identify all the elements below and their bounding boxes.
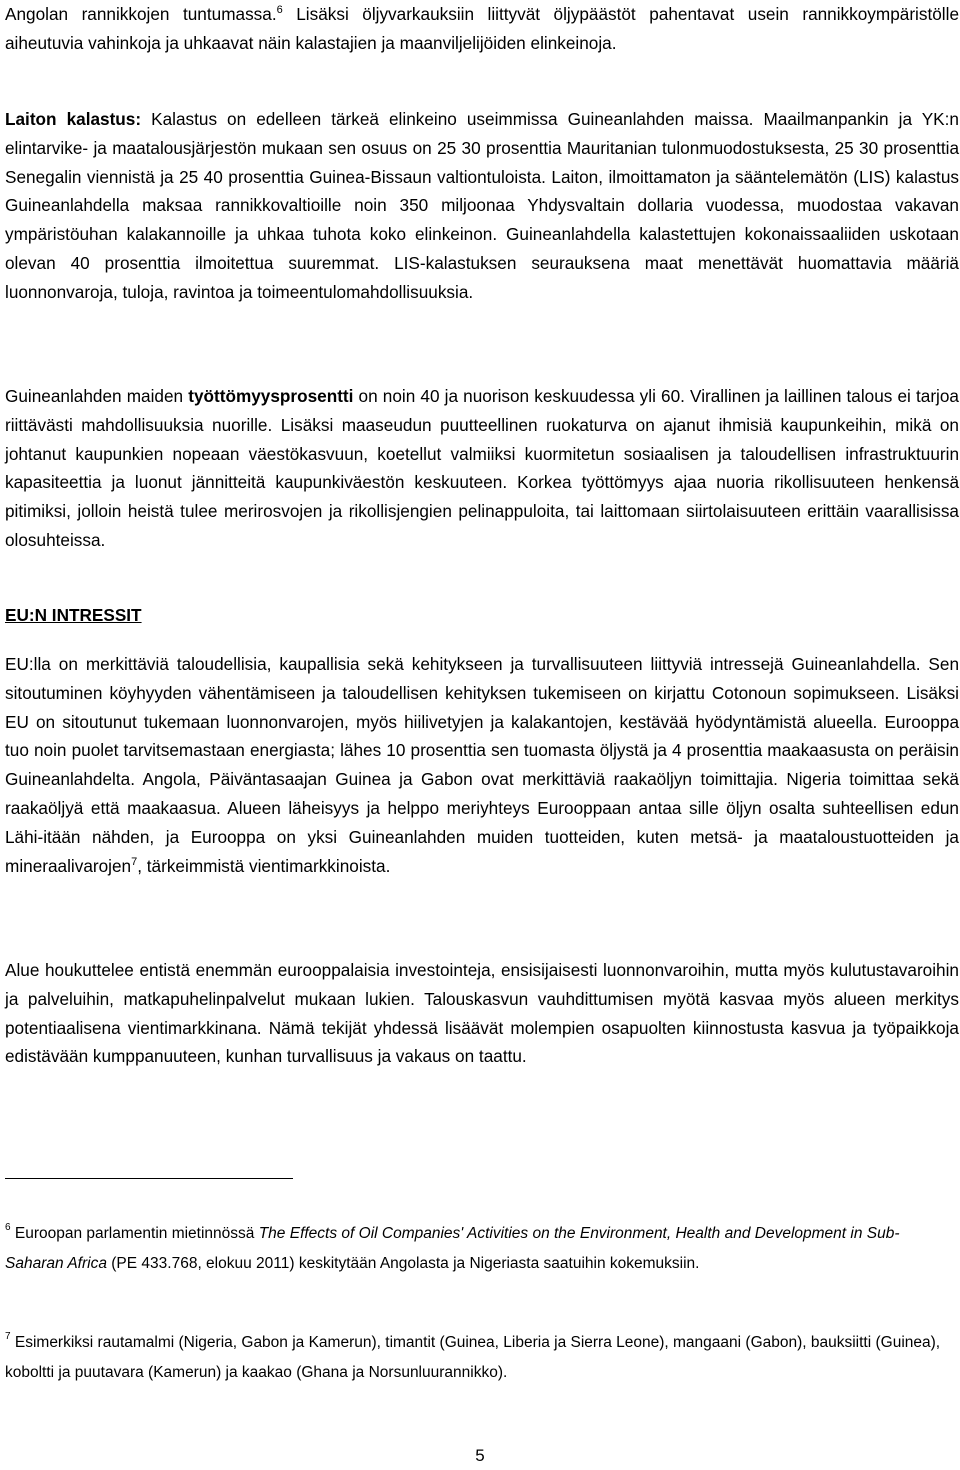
- paragraph-text: Guineanlahden maiden: [5, 386, 189, 406]
- footnote-title: The Effects of Oil Companies' Activities on the Environment, Health and Development in Sub-Saharan Africa: [5, 1225, 900, 1272]
- bold-term: työttömyysprosentti: [188, 386, 354, 406]
- paragraph-text: Kalastus on edelleen tärkeä elinkeino useimmissa Guineanlahden maissa. Maailmanpankin ja YK:n elintarvike- ja maatalousjärjestön mukaan sen osuus on 25 30 prosenttia Mauritanian tulonmuodostuksesta, 25 30 prosenttia Senegalin viennistä ja 25 40 prosenttia Guinea-Bissaun valtiontuloista. Laiton, ilmoittamaton ja sääntelemätön (LIS) kalastus Guineanlahdella maksaa rannikkovaltioille noin 350 miljoonaa Yhdysvaltain dollaria vuodessa, muodostaa vakavan ympäristöuhan kalakannoille ja uhkaa tuhota koko elinkeinon. Guineanlahdella kalastettujen kokonaissaaliiden uskotaan olevan 40 prosenttia ilmoitettua suuremmat. LIS-kalastuksen seurauksena maat menettävät huomattavia määriä luonnonvaroja, tuloja, ravintoa ja toimeentulomahdollisuuksia.: [5, 109, 959, 302]
- paragraph-oil-theft: [5, 0, 959, 58]
- footnote-number: 7: [5, 1331, 11, 1342]
- paragraph-text: Lisäksi öljyvarkauksiin liittyvät öljypäästöt pahentavat usein rannikkoympäristölle aiheutuvia vahinkoja ja uhkaavat näin kalastajien ja maanviljelijöiden elinkeinoja.: [5, 4, 960, 53]
- footnote-text: Euroopan parlamentin mietinnössä: [10, 1225, 259, 1242]
- footnote-separator: [5, 1178, 293, 1179]
- paragraph-text: Alue houkuttelee entistä enemmän eurooppalaisia investointeja, ensisijaisesti luonnonvaroihin, mutta myös kulutustavaroihin ja palveluihin, matkapuhelinpalvelut mukaan lukien. Talouskasvun vauhdittumisen myötä kasvaa myös alueen merkitys potentiaalisena vientimarkkinana. Nämä tekijät yhdessä lisäävät molempien osapuolten kiinnostusta kasvua ja työpaikkoja edistävään kumppanuuteen, kunhan turvallisuus ja vakaus on taattu.: [5, 960, 959, 1067]
- footnote-text: (PE 433.768, elokuu 2011) keskitytään Angolasta ja Nigeriasta saatuihin kokemuksiin.: [106, 1255, 700, 1272]
- paragraph-text: Angolan rannikkojen tuntumassa.: [5, 4, 277, 24]
- paragraph-investment: [5, 956, 959, 1071]
- page-number: 5: [475, 1446, 485, 1465]
- paragraph-text: EU:lla on merkittäviä taloudellisia, kaupallisia sekä kehitykseen ja turvallisuuteen liittyviä intressejä Guineanlahdella. Sen sitoutuminen köyhyyden vähentämiseen ja taloudellisen kehityksen tukemiseen on kirjattu Cotonoun sopimukseen. Lisäksi EU on sitoutunut tukemaan luonnonvarojen, myös hiilivetyjen ja kalakantojen, kestävää hyödyntämistä alueella. Eurooppa tuo noin puolet tarvitsemastaan energiasta; lähes 10 prosenttia sen tuomasta öljystä ja 4 prosenttia maakaasusta on peräisin Guineanlahdelta. Angola, Päiväntasaajan Guinea ja Gabon ovat merkittäviä raakaöljyn toimittajia. Nigeria toimittaa sekä raakaöljyä että maakaasua. Alueen läheisyys ja helppo meriyhteys Eurooppaan antaa sille öljyn osalta suhteellisen edun Lähi-itään nähden, ja Eurooppa on yksi Guineanlahden muiden tuotteiden, kuten metsä- ja maataloustuotteiden ja mineraalivarojen: [5, 654, 959, 876]
- footnote-ref-7[interactable]: 7: [131, 855, 138, 868]
- paragraph-eu-interests: [5, 650, 959, 880]
- footnote-text: Esimerkiksi rautamalmi (Nigeria, Gabon ja Kamerun), timantit (Guinea, Liberia ja Sierra Leone), mangaani (Gabon), bauksiitti (Guinea), koboltti ja puutavara (Kamerun) ja kaakao (Ghana ja Norsunluurannikko).: [5, 1334, 941, 1381]
- paragraph-text: , tärkeimmistä vientimarkkinoista.: [137, 855, 391, 876]
- footnote-number: 6: [5, 1222, 11, 1233]
- footnote-ref-6[interactable]: 6: [276, 4, 283, 16]
- paragraph-label: Laiton kalastus:: [5, 109, 142, 129]
- section-heading: EU:N INTRESSIT: [5, 605, 142, 625]
- footnote-6: [5, 1219, 945, 1279]
- paragraph-unemployment: [5, 382, 959, 555]
- paragraph-text: on noin 40 ja nuorison keskuudessa yli 60. Virallinen ja laillinen talous ei tarjoa riittävästi mahdollisuuksia nuorille. Lisäksi maaseudun puutteellinen ruokaturva on ajanut ihmisiä kaupunkeihin, mikä on johtanut kaupunkien nopeaan väestökasvuun, koetellut valmiiksi kuormitetun sosiaalisen ja taloudellisen infrastruktuurin kapasiteettia ja luonut jännitteitä kaupunkiväestön keskuuteen. Korkea työttömyys ajaa nuoria rikollisuuteen henkensä pitimiksi, jolloin heistä tulee merirosvojen ja rikollisjengien pelinappuloita, tai laittomaan siirtolaisuuteen erittäin vaarallisissa olosuhteissa.: [5, 386, 959, 550]
- footnote-7: [5, 1328, 945, 1388]
- paragraph-illegal-fishing: [5, 105, 959, 307]
